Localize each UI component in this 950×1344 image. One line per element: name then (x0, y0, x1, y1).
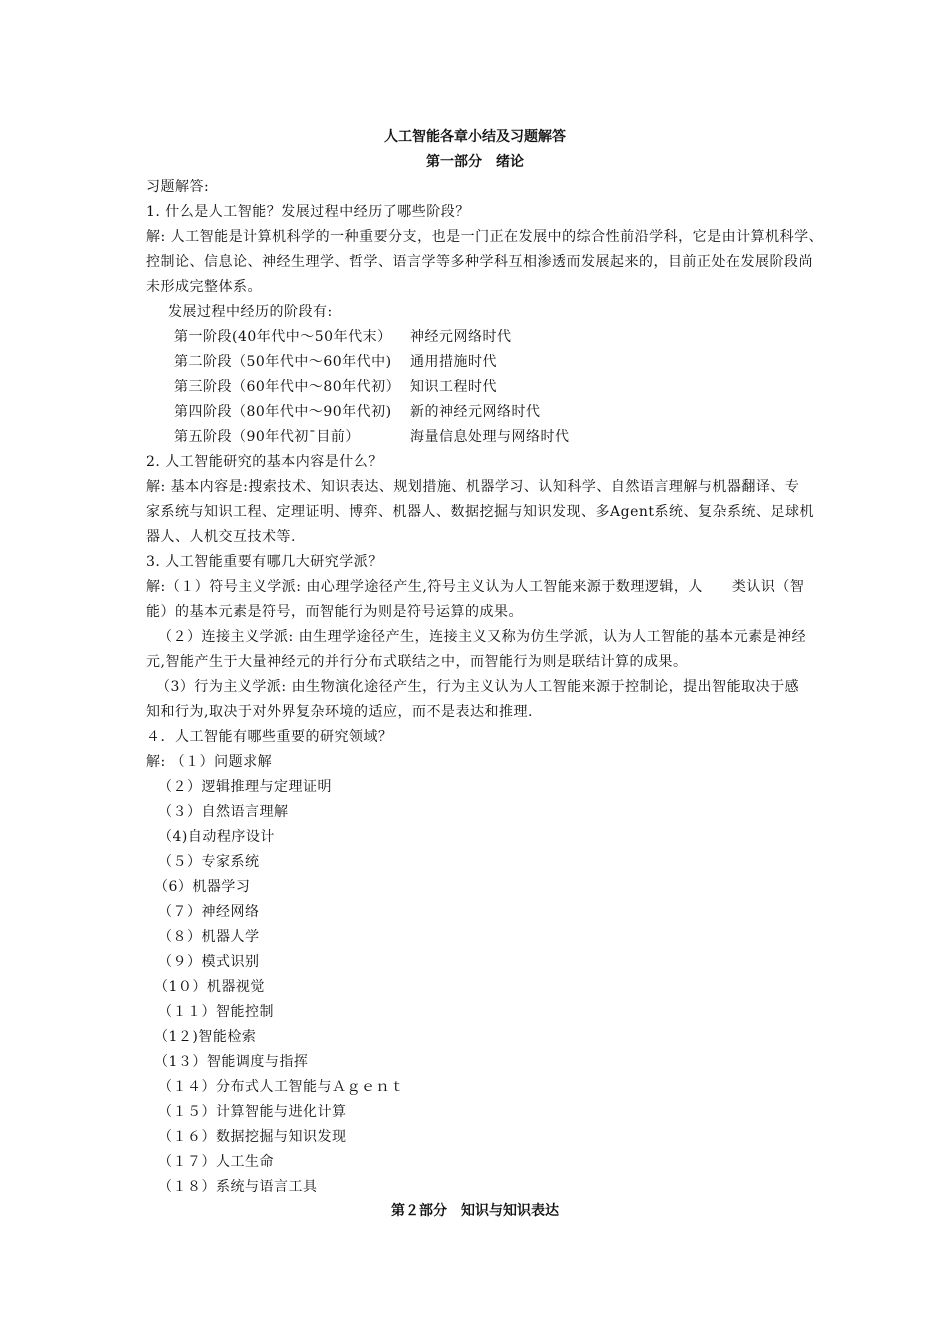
research-area-item: （1３）智能调度与指挥 (154, 1054, 309, 1070)
stage-period: 第二阶段（50年代中～60年代中) (174, 354, 392, 370)
answer-2-line: 解: 基本内容是:搜索技术、知识表达、规划措施、机器学习、认知科学、自然语言理解与机器翻译、专 (146, 479, 800, 495)
stage-row (174, 352, 497, 372)
research-area-item: （4)自动程序设计 (158, 829, 275, 845)
question-1: 1. 什么是人工智能？发展过程中经历了哪些阶段？ (146, 204, 470, 220)
question-2: 2. 人工智能研究的基本内容是什么？ (146, 454, 383, 470)
research-area-item: （２）逻辑推理与定理证明 (158, 779, 332, 795)
answer-3-line: 解:（１）符号主义学派: 由心理学途径产生,符号主义认为人工智能来源于数理逻辑，人 类认识（智 (146, 579, 805, 595)
part2-heading: 第２部分 知识与知识表达 (391, 1203, 559, 1219)
research-area-item: （９）模式识别 (158, 954, 260, 970)
research-area-item: （１５）计算智能与进化计算 (158, 1104, 347, 1120)
answer-1-line: 控制论、信息论、神经生理学、哲学、语言学等多种学科互相渗透而发展起来的，目前正处在发展阶段尚 (146, 254, 813, 270)
answer-3-line: （3）行为主义学派: 由生物演化途径产生，行为主义认为人工智能来源于控制论，提出智能取决于感 (156, 679, 800, 695)
research-area-item: （１６）数据挖掘与知识发现 (158, 1129, 347, 1145)
stage-row (174, 427, 570, 447)
research-area-item: （８）机器人学 (158, 929, 260, 945)
stage-row (174, 327, 512, 347)
stages-intro: 发展过程中经历的阶段有: (168, 304, 333, 320)
stage-period: 第一阶段(40年代中～50年代末） (174, 329, 392, 345)
research-area-item: （１４）分布式人工智能与Ａｇｅｎｔ (158, 1079, 405, 1095)
research-area-item: （1０）机器视觉 (154, 979, 265, 995)
research-area-item: 解: （１）问题求解 (146, 754, 273, 770)
document-title: 人工智能各章小结及习题解答 (384, 129, 566, 145)
answer-1-line: 未形成完整体系。 (146, 279, 262, 295)
answer-3-line: 能）的基本元素是符号，而智能行为则是符号运算的成果。 (146, 604, 523, 620)
stage-name: 神经元网络时代 (410, 329, 512, 345)
answer-3-line: 元,智能产生于大量神经元的并行分布式联结之中，而智能行为则是联结计算的成果。 (146, 654, 688, 670)
answer-3-line: （２）连接主义学派: 由生理学途径产生，连接主义又称为仿生学派，认为人工智能的基本元素是神经 (158, 629, 807, 645)
answer-2-line: 器人、人机交互技术等. (146, 529, 296, 545)
answer-3-line: 知和行为,取决于对外界复杂环境的适应，而不是表达和推理. (146, 704, 533, 720)
research-area-item: （３）自然语言理解 (158, 804, 289, 820)
stage-period: 第三阶段（60年代中～80年代初） (174, 379, 401, 395)
research-area-item: （５）专家系统 (158, 854, 260, 870)
answer-1-line: 解: 人工智能是计算机科学的一种重要分支，也是一门正在发展中的综合性前沿学科，它是由计算机科学、 (146, 229, 824, 245)
stage-name: 海量信息处理与网络时代 (410, 429, 570, 445)
question-4: ４．人工智能有哪些重要的研究领域？ (146, 729, 393, 745)
research-area-item: （１１）智能控制 (158, 1004, 274, 1020)
question-3: 3. 人工智能重要有哪几大研究学派？ (146, 554, 383, 570)
stage-row (174, 402, 541, 422)
answer-2-line: 家系统与知识工程、定理证明、博弈、机器人、数据挖掘与知识发现、多Agent系统、复杂系统、足球机 (146, 504, 814, 520)
research-area-item: （１７）人工生命 (158, 1154, 274, 1170)
stage-name: 通用措施时代 (410, 354, 497, 370)
stage-period: 第五阶段（90年代初¯目前） (174, 429, 360, 445)
stage-row (174, 377, 497, 397)
part1-heading: 第一部分 绪论 (426, 154, 524, 170)
research-area-item: （6）机器学习 (154, 879, 251, 895)
research-area-item: （1２)智能检索 (154, 1029, 257, 1045)
research-area-item: （７）神经网络 (158, 904, 260, 920)
research-area-item: （１８）系统与语言工具 (158, 1179, 318, 1195)
intro-label: 习题解答: (146, 179, 210, 195)
stage-name: 新的神经元网络时代 (410, 404, 541, 420)
stage-name: 知识工程时代 (410, 379, 497, 395)
stage-period: 第四阶段（80年代中～90年代初) (174, 404, 392, 420)
